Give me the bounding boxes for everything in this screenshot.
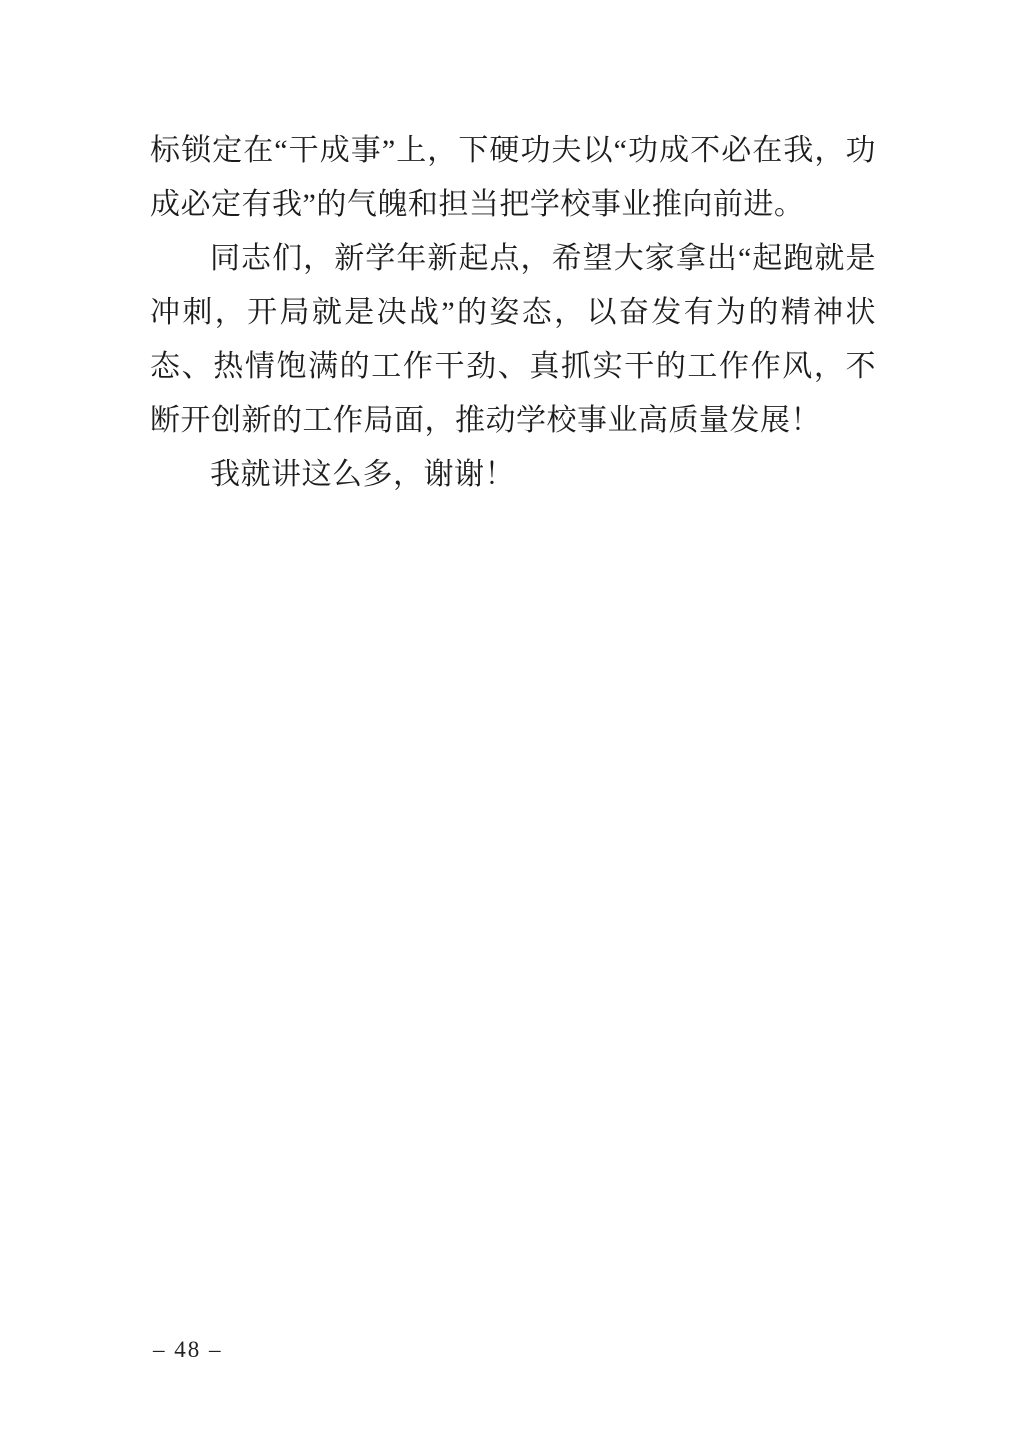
paragraph-thanks: 我就讲这么多，谢谢！	[210, 458, 515, 491]
body-text-block	[150, 124, 876, 502]
page-footer	[153, 1336, 223, 1364]
paragraph-closing-remarks: 同志们，新学年新起点，希望大家拿出“起跑就是冲刺，开局就是决战”的姿态，以奋发有为的精神状态、热情饱满的工作干劲、真抓实干的工作作风，不断开创新的工作局面，推动学校事业高质量发展！	[150, 242, 876, 437]
page-number: – 48 –	[153, 1337, 223, 1362]
paragraph-continuation: 标锁定在“干成事”上，下硬功夫以“功成不必在我，功成必定有我”的气魄和担当把学校事业推向前进。	[150, 134, 876, 221]
